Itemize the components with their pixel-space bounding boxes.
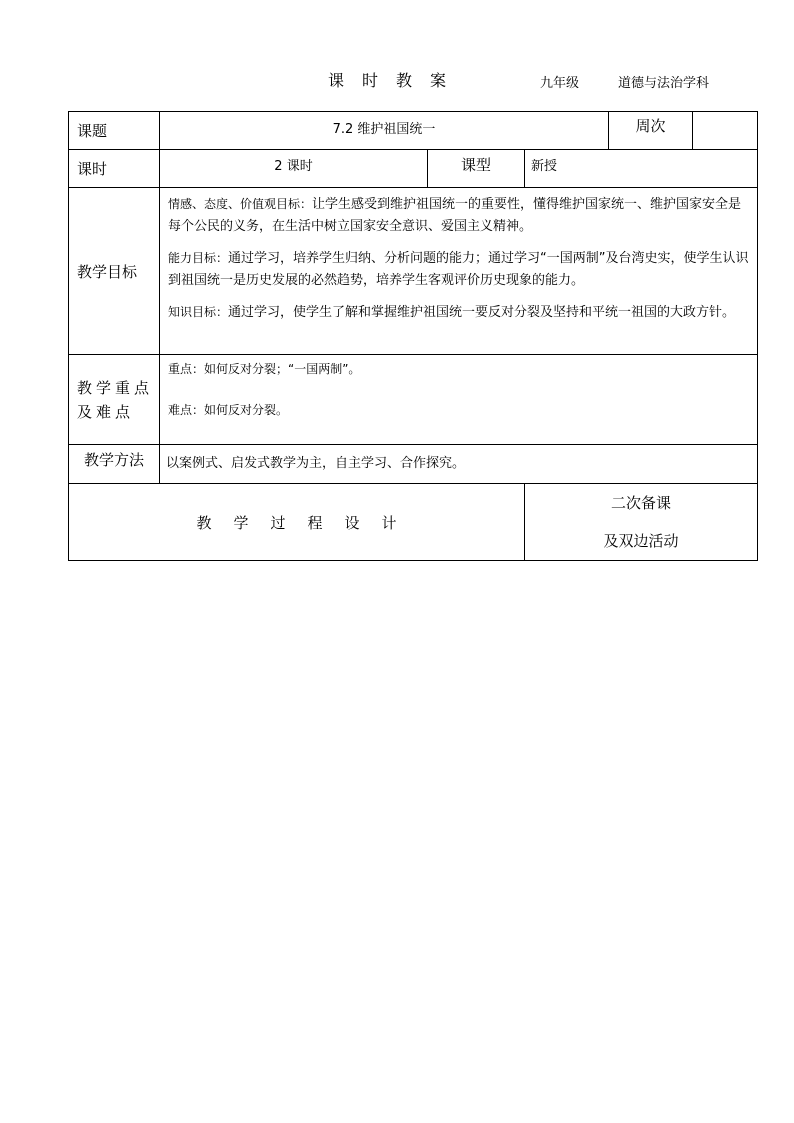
topic-value: 7.2 维护祖国统一 — [160, 112, 609, 150]
method-value: 以案例式、启发式教学为主，自主学习、合作探究。 — [160, 445, 758, 484]
week-value — [693, 112, 757, 149]
goal-affective: 情感、态度、价值观目标：让学生感受到维护祖国统一的重要性，懂得维护国家统一、维护国家安全是每个公民的义务，在生活中树立国家安全意识、爱国主义精神。 — [168, 197, 742, 234]
process-row — [69, 484, 758, 561]
subject-label: 道德与法治学科 — [618, 76, 710, 91]
week-label: 周次 — [609, 112, 693, 149]
method-row — [69, 445, 758, 484]
goals-label: 教学目标 — [69, 188, 160, 355]
type-value: 新授 — [525, 150, 758, 188]
lesson-plan-table — [68, 111, 758, 561]
method-label: 教学方法 — [69, 445, 160, 484]
secondary-prep-heading: 二次备课 及双边活动 — [525, 484, 758, 561]
topic-label: 课题 — [69, 112, 160, 150]
hours-row — [69, 150, 758, 188]
keypoints-row — [69, 355, 758, 445]
goals-row — [69, 188, 758, 355]
topic-row — [69, 112, 758, 150]
keypoints-content — [160, 355, 758, 445]
type-label: 课型 — [428, 150, 525, 188]
process-heading: 教 学 过 程 设 计 — [69, 484, 525, 561]
difficult-point: 难点：如何反对分裂。 — [168, 403, 289, 417]
key-point: 重点：如何反对分裂；“一国两制”。 — [168, 362, 361, 376]
grade-label: 九年级 — [540, 76, 580, 91]
document-title: 课 时 教 案 — [328, 71, 447, 90]
hours-label: 课时 — [69, 150, 160, 188]
goals-content — [160, 188, 758, 355]
page-header — [0, 68, 794, 92]
goal-knowledge: 知识目标：通过学习，使学生了解和掌握维护祖国统一要反对分裂及坚持和平统一祖国的大政方针。 — [168, 305, 736, 320]
keypoints-label: 教学重点及难点 — [69, 355, 160, 445]
goal-ability: 能力目标：通过学习，培养学生归纳、分析问题的能力；通过学习“一国两制”及台湾史实，使学生认识到祖国统一是历史发展的必然趋势，培养学生客观评价历史现象的能力。 — [168, 251, 749, 288]
hours-value: 2 课时 — [160, 150, 428, 188]
